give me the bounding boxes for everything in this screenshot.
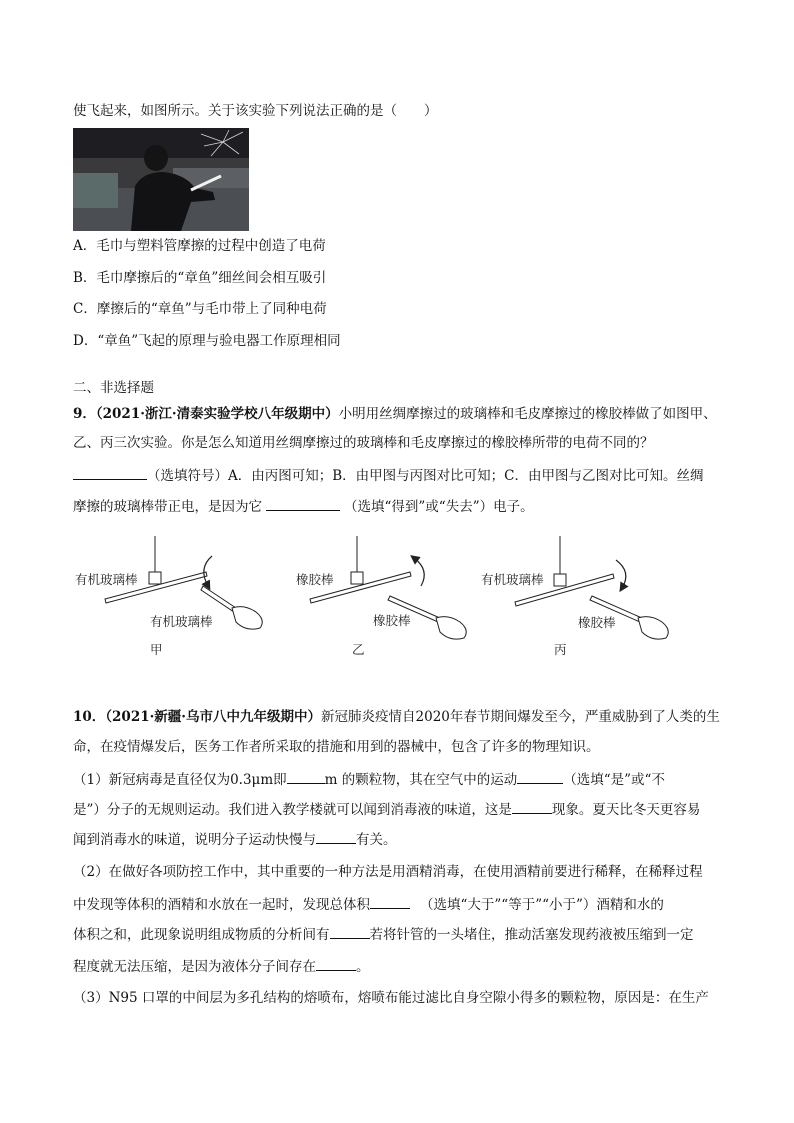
q10-text: 现象。夏天比冬天更容易	[551, 802, 701, 818]
hang-label: 橡胶棒	[296, 572, 334, 587]
answer-blank[interactable]	[73, 465, 147, 480]
q9-line3	[73, 465, 704, 486]
hand-label: 有机玻璃棒	[150, 614, 213, 629]
answer-blank[interactable]	[266, 496, 340, 511]
q9-source: 9．（2021·浙江·清泰实验学校八年级期中）	[73, 406, 339, 422]
q10-text: 闻到消毒水的味道，说明分子运动快慢与	[73, 832, 316, 848]
q10-text: 体积之和，此现象说明组成物质的分析间有	[73, 927, 330, 943]
hang-label: 有机玻璃棒	[75, 572, 138, 587]
figure-yi	[296, 536, 466, 657]
q10-text: （选填“大于”“等于”“小于”）酒精和水的	[420, 897, 664, 913]
hand-label: 橡胶棒	[578, 615, 616, 630]
q9-line1-text: 小明用丝绸摩擦过的玻璃棒和毛皮摩擦过的橡胶棒做了如图甲、	[338, 406, 717, 422]
q8-stem-tail: 使飞起来，如图所示。关于该实验下列说法正确的是（ ）	[73, 103, 438, 119]
option-a: A．毛巾与塑料管摩擦的过程中创造了电荷	[73, 238, 326, 254]
q10-line1-text: 新冠肺炎疫情自2020年春节期间爆发至今，严重威胁到了人类的生	[321, 709, 720, 725]
q10-part1-line3	[73, 829, 397, 850]
answer-blank[interactable]	[517, 769, 563, 784]
q10-part2-line2	[73, 894, 664, 915]
q9-line3-text: （选填符号）A．由丙图可知；B．由甲图与丙图对比可知；C．由甲图与乙图对比可知。丝绸	[147, 468, 704, 484]
answer-blank[interactable]	[287, 769, 325, 784]
figure-bing	[481, 536, 668, 657]
option-c: C．摩擦后的“章鱼”与毛巾带上了同种电荷	[73, 301, 327, 317]
q10-text: m 的颗粒物，其在空气中的运动	[324, 772, 518, 788]
q9-line4	[73, 496, 534, 517]
answer-blank[interactable]	[316, 829, 356, 844]
q10-part1-line2	[73, 799, 700, 820]
q10-part3-line1: （3）N95 口罩的中间层为多孔结构的熔喷布，熔喷布能过滤比自身空隙小得多的颗粒物，原因是：在生产	[73, 990, 709, 1006]
answer-blank[interactable]	[330, 924, 370, 939]
q10-text: 程度就无法压缩，是因为液体分子间存在	[73, 959, 316, 975]
q9-line2: 乙、丙三次实验。你是怎么知道用丝绸摩擦过的玻璃棒和毛皮摩擦过的橡胶棒所带的电荷不同的？	[73, 435, 654, 451]
answer-blank[interactable]	[316, 956, 356, 971]
section-title: 二、非选择题	[73, 380, 154, 396]
hand-label: 橡胶棒	[373, 613, 411, 628]
rod-experiment-figure	[60, 528, 740, 668]
q10-line2: 命，在疫情爆发后，医务工作者所采取的措施和用到的器械中，包含了许多的物理知识。	[73, 739, 600, 755]
hang-label: 有机玻璃棒	[481, 572, 544, 587]
figure-jia	[75, 536, 262, 657]
q10-text: 。	[356, 959, 370, 975]
answer-blank[interactable]	[370, 894, 410, 909]
q10-text: 若将针管的一头堵住，推动活塞发现药液被压缩到一定	[369, 927, 694, 943]
q10-part2-line1: （2）在做好各项防控工作中，其中重要的一种方法是用酒精消毒，在使用酒精前要进行稀释，在稀释过程	[73, 864, 703, 880]
q9-line4-text-b: （选填“得到”或“失去”）电子。	[344, 499, 534, 515]
q10-text: （选填“是”或“不	[563, 772, 665, 788]
figure-caption: 丙	[554, 642, 567, 657]
q10-text: 有关。	[356, 832, 397, 848]
q9-line1	[73, 404, 717, 424]
q10-part2-line3	[73, 924, 694, 945]
q10-source: 10．（2021·新疆·乌市八中九年级期中）	[73, 709, 322, 725]
experiment-photo	[73, 128, 249, 231]
option-d: D．“章鱼”飞起的原理与验电器工作原理相同	[73, 333, 341, 349]
figure-caption: 甲	[150, 642, 163, 657]
q10-part2-line4	[73, 956, 370, 977]
q10-line1	[73, 707, 720, 727]
option-b: B．毛巾摩擦后的“章鱼”细丝间会相互吸引	[73, 270, 327, 286]
figure-caption: 乙	[352, 642, 365, 657]
q9-line4-text-a: 摩擦的玻璃棒带正电，是因为它	[73, 499, 262, 515]
q10-text: （1）新冠病毒是直径仅为0.3μm即	[73, 772, 287, 788]
q10-text: 是”）分子的无规则运动。我们进入教学楼就可以闻到消毒液的味道，这是	[73, 802, 512, 818]
answer-blank[interactable]	[512, 799, 552, 814]
q10-text: 中发现等体积的酒精和水放在一起时，发现总体积	[73, 897, 370, 913]
q10-part1-line1	[73, 769, 665, 790]
